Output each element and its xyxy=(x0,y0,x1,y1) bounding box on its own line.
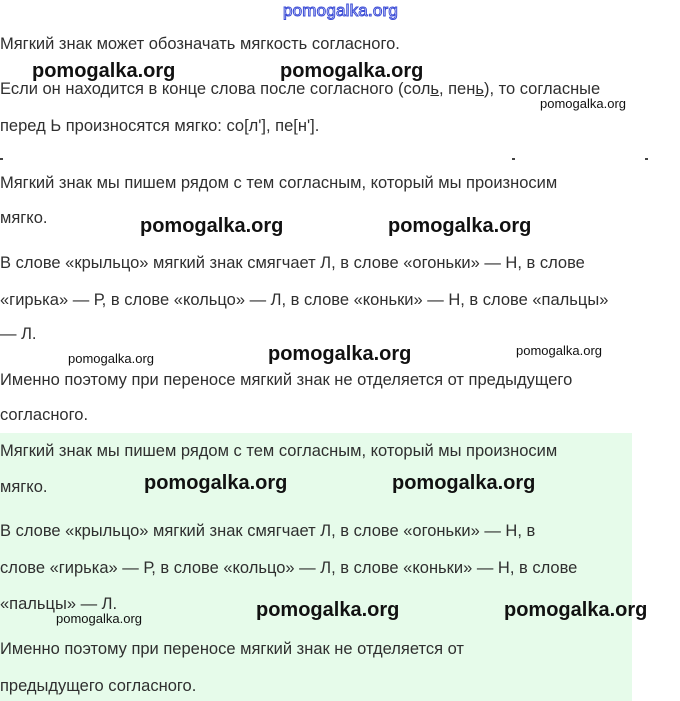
watermark: pomogalka.org xyxy=(68,351,154,366)
watermark: pomogalka.org xyxy=(540,96,626,111)
paragraph-4-line-3: — Л. xyxy=(0,325,37,343)
paragraph-5-line-1: Именно поэтому при переносе мягкий знак не отделяется от предыдущего xyxy=(0,371,573,389)
watermark: pomogalka.org xyxy=(388,215,532,237)
highlight-paragraph-2-line-1: В слове «крыльцо» мягкий знак смягчает Л, в слове «огоньки» — Н, в xyxy=(0,522,536,540)
paragraph-4-line-2: «гирька» — Р, в слове «кольцо» — Л, в слове «коньки» — Н, в слове «пальцы» xyxy=(0,291,609,309)
watermark: pomogalka.org xyxy=(56,611,142,626)
paragraph-4-line-1: В слове «крыльцо» мягкий знак смягчает Л, в слове «огоньки» — Н, в слове xyxy=(0,254,585,272)
watermark: pomogalka.org xyxy=(144,472,288,494)
highlight-paragraph-1-line-2: мягко. xyxy=(0,478,48,496)
watermark: pomogalka.org xyxy=(392,472,536,494)
top-watermark: pomogalka.org xyxy=(283,1,399,20)
watermark: pomogalka.org xyxy=(268,343,412,365)
divider-mark xyxy=(0,158,3,160)
highlight-paragraph-1-line-1: Мягкий знак мы пишем рядом с тем согласным, который мы произносим xyxy=(0,442,558,460)
divider-mark xyxy=(645,158,648,160)
watermark: pomogalka.org xyxy=(256,599,400,621)
highlight-paragraph-3-line-2: предыдущего согласного. xyxy=(0,677,197,695)
highlight-paragraph-2-line-3: «пальцы» — Л. xyxy=(0,595,118,613)
divider-mark xyxy=(512,158,515,160)
watermark: pomogalka.org xyxy=(504,599,648,621)
paragraph-3-line-2: мягко. xyxy=(0,209,48,227)
highlight-paragraph-2-line-2: слове «гирька» — Р, в слове «кольцо» — Л, в слове «коньки» — Н, в слове xyxy=(0,559,578,577)
highlight-paragraph-3-line-1: Именно поэтому при переносе мягкий знак не отделяется от xyxy=(0,640,464,658)
paragraph-2-line-1: Если он находится в конце слова после согласного (соль, пень), то согласные xyxy=(0,80,601,98)
paragraph-2-line-2: перед Ь произносятся мягко: со[л'], пе[н']. xyxy=(0,117,320,135)
watermark: pomogalka.org xyxy=(32,60,176,82)
paragraph-5-line-2: согласного. xyxy=(0,406,89,424)
paragraph-1: Мягкий знак может обозначать мягкость согласного. xyxy=(0,35,400,53)
watermark: pomogalka.org xyxy=(516,343,602,358)
watermark: pomogalka.org xyxy=(280,60,424,82)
watermark: pomogalka.org xyxy=(140,215,284,237)
paragraph-3-line-1: Мягкий знак мы пишем рядом с тем согласным, который мы произносим xyxy=(0,174,558,192)
